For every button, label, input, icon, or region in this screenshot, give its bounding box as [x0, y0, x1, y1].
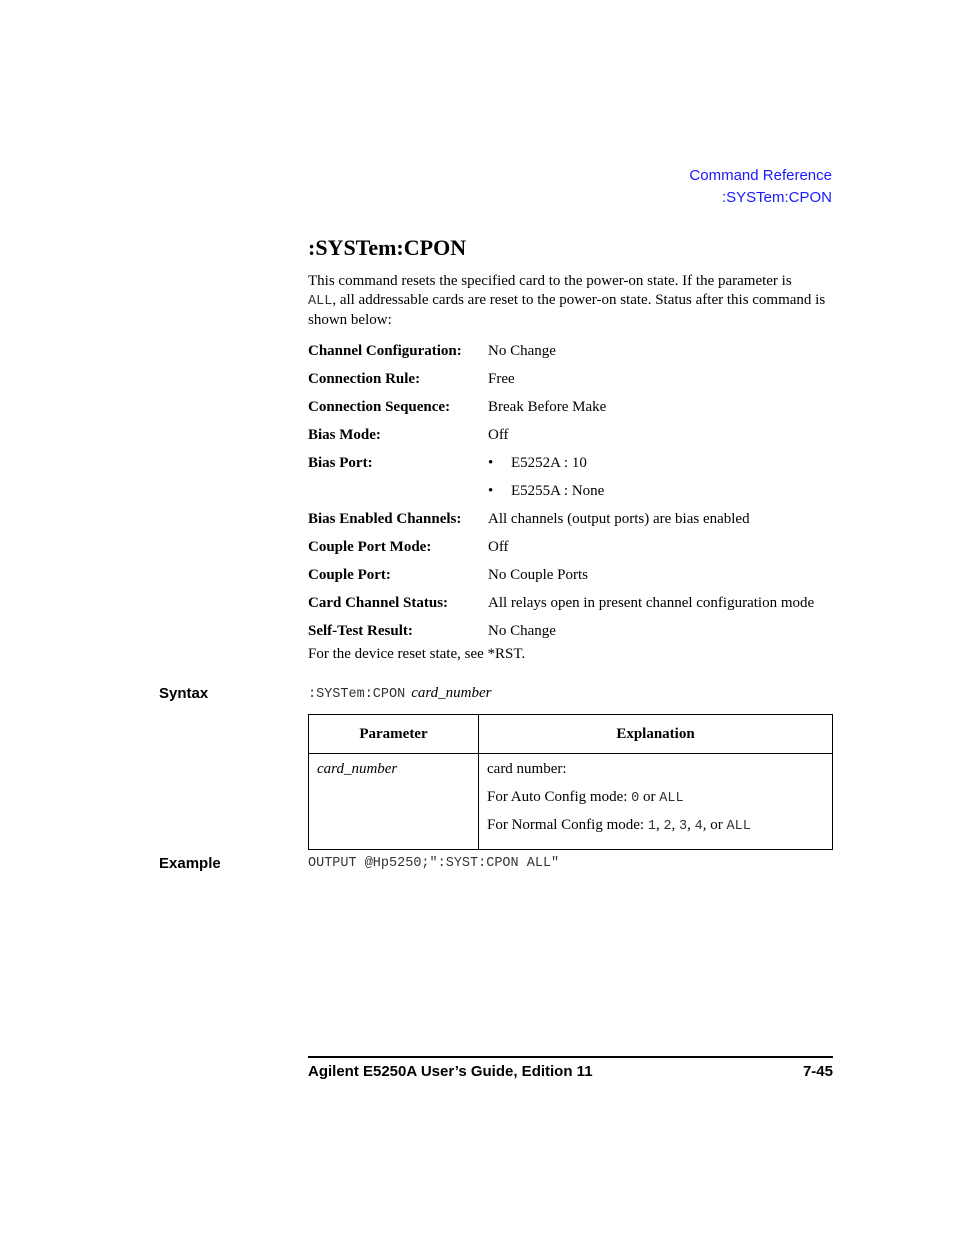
status-row	[308, 477, 838, 505]
intro-text-2: , all addressable cards are reset to the power-on state. Status after this command is shown below:	[308, 292, 826, 328]
footer-rule	[308, 1056, 833, 1058]
normal-config-label: For Normal Config mode:	[487, 817, 648, 833]
bias-port-item: E5255A : None	[511, 482, 605, 499]
status-value: No Change	[488, 342, 556, 359]
status-label: Bias Enabled Channels:	[308, 510, 462, 527]
bullet-icon: •	[488, 482, 494, 499]
status-label: Self-Test Result:	[308, 622, 413, 639]
status-label: Card Channel Status:	[308, 594, 449, 611]
status-label: Connection Sequence:	[308, 398, 451, 415]
status-value: Off	[488, 538, 509, 555]
explanation-line	[487, 787, 824, 815]
status-row	[308, 505, 838, 533]
explanation-line	[487, 815, 824, 843]
intro-code: ALL	[308, 294, 333, 309]
status-row	[308, 561, 838, 589]
status-label: Channel Configuration:	[308, 342, 462, 359]
table-row	[309, 754, 833, 850]
intro-paragraph	[308, 272, 838, 330]
normal-config-value: 1	[647, 819, 656, 834]
status-value: No Couple Ports	[488, 566, 589, 583]
param-name: card_number	[317, 761, 398, 777]
status-value	[488, 483, 838, 500]
status-value: All relays open in present channel configuration mode	[488, 594, 815, 611]
table-header-row	[309, 715, 833, 754]
running-head	[689, 165, 832, 209]
separator: ,	[671, 817, 680, 833]
status-label: Couple Port:	[308, 566, 391, 583]
normal-config-value: 2	[663, 819, 672, 834]
auto-config-value: 0	[631, 791, 640, 806]
bullet-icon: •	[488, 454, 494, 471]
status-row	[308, 449, 838, 477]
syntax-line	[308, 685, 492, 702]
status-value: All channels (output ports) are bias enabled	[488, 510, 750, 527]
separator: , or	[702, 817, 727, 833]
status-value: No Change	[488, 622, 556, 639]
example-heading: Example	[159, 855, 221, 872]
status-row	[308, 533, 838, 561]
auto-config-value: ALL	[659, 791, 684, 806]
footer-title: Agilent E5250A User’s Guide, Edition 11	[308, 1063, 593, 1080]
syntax-command: :SYSTem:CPON	[308, 687, 406, 702]
status-row	[308, 617, 838, 645]
status-value: Break Before Make	[488, 398, 607, 415]
normal-config-value: 4	[694, 819, 703, 834]
auto-config-separator: or	[639, 789, 660, 805]
auto-config-label: For Auto Config mode:	[487, 789, 632, 805]
status-value: Off	[488, 426, 509, 443]
status-label: Bias Mode:	[308, 426, 381, 443]
intro-text-1: This command resets the specified card to the power-on state. If the parameter is	[308, 273, 792, 289]
reset-note: For the device reset state, see *RST.	[308, 646, 526, 662]
status-value	[488, 455, 838, 472]
status-row	[308, 393, 838, 421]
normal-config-value: 3	[679, 819, 688, 834]
parameter-table	[308, 714, 833, 850]
bias-port-item: E5252A : 10	[511, 454, 587, 471]
status-list	[308, 337, 838, 645]
running-head-section: :SYSTem:CPON	[721, 189, 832, 206]
status-row	[308, 337, 838, 365]
status-value: Free	[488, 370, 515, 387]
status-label: Couple Port Mode:	[308, 538, 432, 555]
table-cell-parameter	[309, 754, 479, 850]
table-cell-explanation	[479, 754, 833, 850]
separator: ,	[655, 817, 664, 833]
syntax-argument: card_number	[411, 685, 492, 701]
status-label: Bias Port:	[308, 454, 373, 471]
separator: ,	[687, 817, 695, 833]
status-row	[308, 421, 838, 449]
normal-config-value: ALL	[726, 819, 751, 834]
table-header-parameter: Parameter	[309, 715, 479, 754]
status-row	[308, 365, 838, 393]
table-header-explanation: Explanation	[479, 715, 833, 754]
syntax-heading: Syntax	[159, 685, 209, 702]
example-code: OUTPUT @Hp5250;":SYST:CPON ALL"	[308, 856, 560, 871]
explanation-line: card number:	[487, 761, 567, 777]
page-title: :SYSTem:CPON	[308, 235, 467, 260]
status-label: Connection Rule:	[308, 370, 421, 387]
page-number: 7-45	[802, 1063, 833, 1080]
running-head-chapter: Command Reference	[689, 167, 832, 184]
status-row	[308, 589, 838, 617]
